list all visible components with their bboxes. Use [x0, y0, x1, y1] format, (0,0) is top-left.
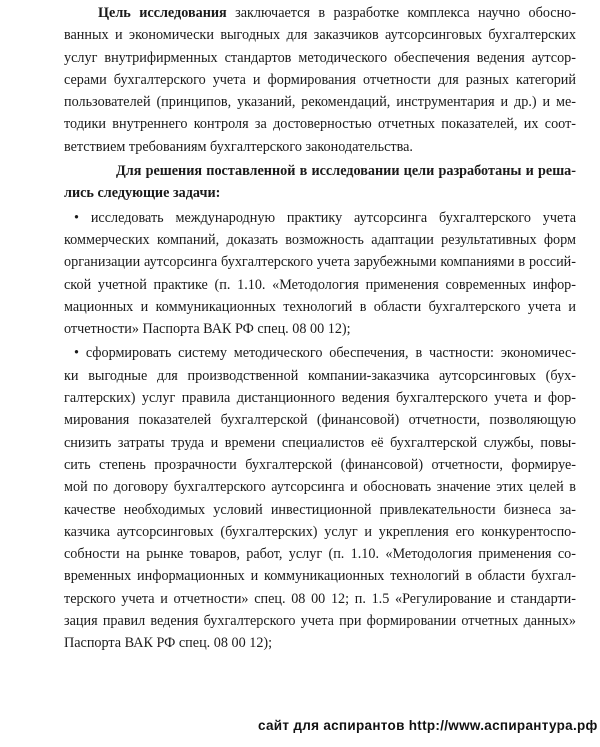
- text-line: коммерческих компаний, доказать возможность адаптации результативных форм: [64, 231, 576, 248]
- document-body: [64, 2, 576, 655]
- text-line: зация правил ведения бухгалтерского учета при формировании отчетных данных»: [64, 613, 576, 630]
- task-bullet-1: [64, 207, 576, 341]
- text-line: качестве необходимых условий инвестиционной привлекательности бизнеса за-: [64, 501, 576, 518]
- text-line: • сформировать систему методического обеспечения, в частности: экономичес-: [74, 345, 576, 362]
- text-line: мой по договору бухгалтерского аутсорсинга и обосновать значение этих целей в: [64, 479, 576, 496]
- text-line: собности на рынке товаров, работ, услуг (п. 1.10. «Методология применения со-: [64, 546, 576, 563]
- text-line: серами бухгалтерского учета и формирования отчетности для разных категорий: [64, 71, 576, 88]
- text-line: мирования показателей бухгалтерской (финансовой) отчетности, позволяющую: [64, 412, 576, 429]
- text-line: терского учета и отчетности» спец. 08 00 12; п. 1.5 «Регулирование и стандарти-: [64, 590, 576, 607]
- tasks-heading: [64, 160, 576, 205]
- text-line: • исследовать международную практику аутсорсинга бухгалтерского учета: [74, 209, 576, 226]
- text-line: временных информационных и коммуникационных технологий в области бухгал-: [64, 568, 576, 585]
- text-line: сить степень прозрачности бухгалтерской (финансовой) отчетности, формируе-: [64, 456, 576, 473]
- heading-line: лись следующие задачи:: [64, 185, 221, 202]
- task-bullet-2: [64, 342, 576, 654]
- text-line: мационных и коммуникационных технологий в области бухгалтерского учета и: [64, 298, 576, 315]
- goal-lead: Цель исследования: [98, 5, 227, 21]
- text-line: пользователей (принципов, указаний, рекомендаций, инструментария и др.) и ме-: [64, 94, 576, 111]
- text-line: ской учетной практике (п. 1.10. «Методология применения современных инфор-: [64, 276, 576, 293]
- text-line: ванных и экономически выгодных для заказчиков аутсорсинговых бухгалтерских: [64, 27, 576, 44]
- text-line: организации аутсорсинга бухгалтерского учета зарубежными компаниями в россий-: [64, 254, 576, 271]
- goal-paragraph: [64, 2, 576, 158]
- site-footer-watermark: сайт для аспирантов http://www.аспирантура.рф: [258, 718, 598, 733]
- text-line: Цель исследования заключается в разработке комплекса научно обосно-: [98, 5, 576, 21]
- text-line: Паспорта ВАК РФ спец. 08 00 12);: [64, 635, 273, 652]
- text-line: отчетности» Паспорта ВАК РФ спец. 08 00 12);: [64, 321, 351, 338]
- text-line: тодики внутреннего контроля за достоверностью отчетных показателей, их соот-: [64, 116, 576, 133]
- text-line: казчика аутсорсинговых (бухгалтерских) услуг и укрепления его конкурентоспо-: [64, 523, 576, 540]
- text-line: галтерских) услуг правила дистанционного ведения бухгалтерского учета и фор-: [64, 390, 576, 407]
- text-line: снизить затраты труда и времени специалистов её бухгалтерской службы, повы-: [64, 434, 576, 451]
- text-line: ки выгодные для производственной компании-заказчика аутсорсинговых (бух-: [64, 367, 576, 384]
- text-line: ветствием требованиям бухгалтерского законодательства.: [64, 138, 413, 155]
- heading-line: Для решения поставленной в исследовании цели разработаны и реша-: [116, 163, 576, 180]
- text-line: услуг внутрифирменных стандартов методического обеспечения ведения аутсор-: [64, 49, 576, 66]
